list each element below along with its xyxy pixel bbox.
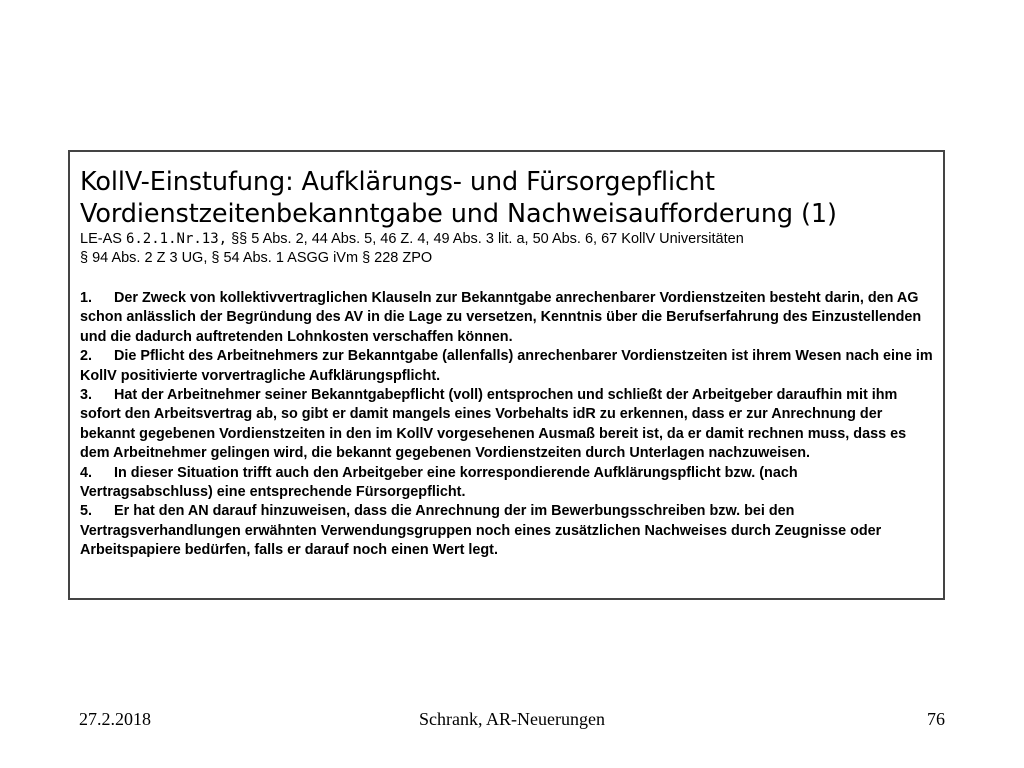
point-number: 2.: [80, 348, 93, 365]
point-3: [80, 386, 933, 464]
point-4: [80, 464, 933, 503]
reference-code: 6.2.1.Nr.13,: [125, 231, 228, 247]
point-text: Die Pflicht des Arbeitnehmers zur Bekanntgabe (allenfalls) anrechenbarer Vordienstzeiten ist ihrem Wesen nach eine im KollV positivierte vorvertragliche Aufklärungspflicht.: [80, 348, 933, 384]
point-number: 1.: [80, 290, 93, 306]
footer-author: Schrank, AR-Neuerungen: [419, 709, 605, 729]
slide-title-line-2: Vordienstzeitenbekanntgabe und Nachweisaufforderung (1): [80, 199, 837, 229]
point-number: 5.: [80, 503, 93, 520]
legal-reference-line-2: § 94 Abs. 2 Z 3 UG, § 54 Abs. 1 ASGG iVm § 228 ZPO: [80, 250, 433, 266]
point-5: [80, 502, 933, 560]
point-text: Hat der Arbeitnehmer seiner Bekanntgabepflicht (voll) entsprochen und schließt der Arbeitgeber daraufhin mit ihm sofort den Arbeitsvertrag ab, so gibt er damit mangels eines Vorbehalts idR zu erkennen, dass er zur Anrechnung der bekannt gegebenen Vordienstzeiten in den im KollV vorgesehenen Ausmaß bereit ist, da er damit rechnen muss, dass es dem Arbeitnehmer gelingen wird, die bekannt gegebenen Vordienstzeiten durch Unterlagen nachzuweisen.: [80, 387, 907, 462]
reference-sections: §§ 5 Abs. 2, 44 Abs. 5, 46 Z. 4, 49 Abs. 3 lit. a, 50 Abs. 6, 67 KollV Universitäten: [227, 231, 744, 247]
legal-reference-line-1: [80, 230, 933, 249]
point-text: In dieser Situation trifft auch den Arbeitgeber eine korrespondierende Aufklärungspflicht bzw. (nach Vertragsabschluss) eine entsprechende Fürsorgepflicht.: [80, 464, 798, 501]
point-text: Er hat den AN darauf hinzuweisen, dass die Anrechnung der im Bewerbungsschreiben bzw. bei den Vertragsverhandlungen erwähnten Verwendungsgruppen noch eines zusätzlichen Nachweises durch Zeugnisse oder Arbeitspapiere bedürfen, falls er darauf noch einen Wert legt.: [80, 503, 882, 559]
point-2: [80, 347, 933, 386]
slide-title-line-1: KollV-Einstufung: Aufklärungs- und Fürsorgepflicht: [80, 167, 715, 197]
content-box: [68, 150, 945, 600]
spacer: [80, 268, 933, 289]
point-number: 3.: [80, 387, 93, 404]
point-text: Der Zweck von kollektivvertraglichen Klauseln zur Bekanntgabe anrechenbarer Vordienstzeiten besteht darin, den AG schon anlässlich der Begründung des AV in die Lage zu versetzen, Kenntnis über die Berufserfahrung des Einzustellenden und die dadurch auftretenden Lohnkosten verschaffen können.: [80, 290, 922, 345]
page-number: 76: [927, 709, 945, 729]
point-number: 4.: [80, 464, 93, 481]
footer-date: 27.2.2018: [79, 709, 151, 729]
point-1: [80, 289, 933, 347]
reference-prefix: LE-AS: [80, 231, 126, 247]
